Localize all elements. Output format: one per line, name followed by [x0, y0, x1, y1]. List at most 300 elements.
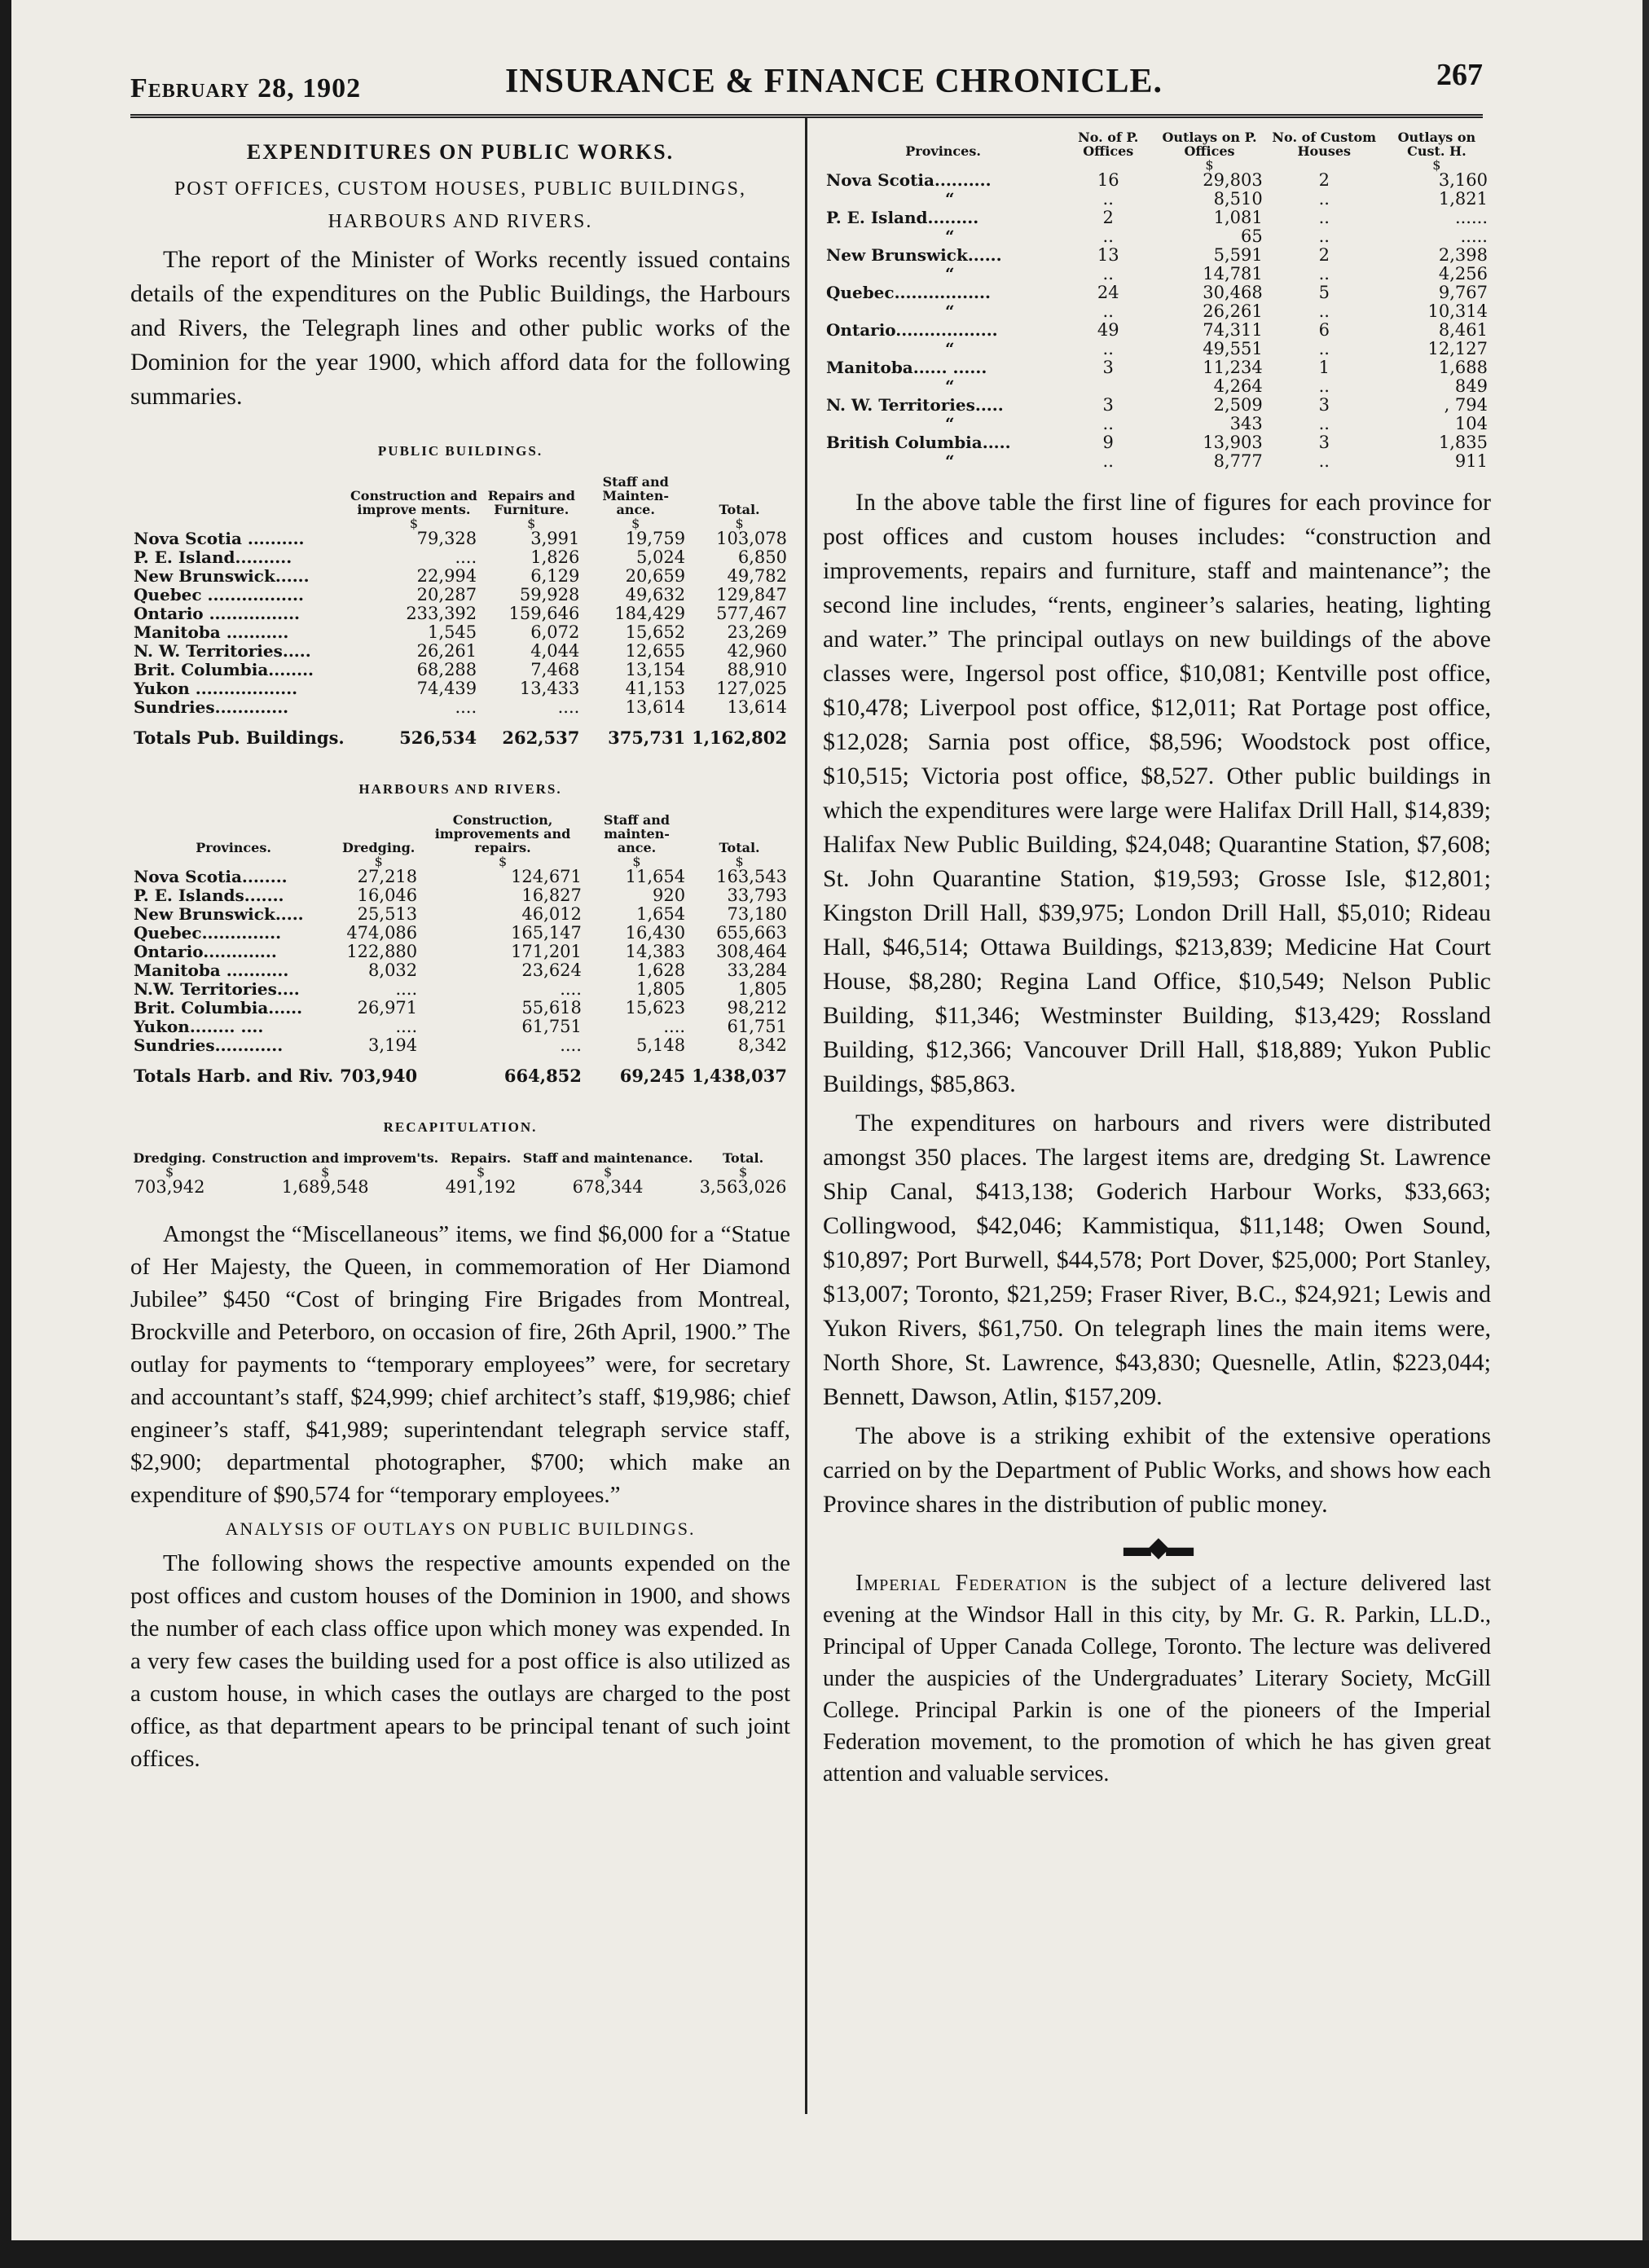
- currency-sign: $: [1205, 157, 1214, 173]
- intro-paragraph: The report of the Minister of Works recently issued contains details of the expenditures on the Public Buildings, the Harbours and Rivers, the Telegraph lines and other public works of the Dominion for the year 1900, which afford data for the following summaries.: [130, 246, 790, 410]
- row-label: New Brunswick.....: [134, 904, 304, 924]
- table-cell: ..: [1102, 264, 1114, 284]
- table-cell: 5,148: [635, 1035, 686, 1055]
- table-cell: 2: [1102, 208, 1114, 227]
- table-cell: 3: [1318, 395, 1330, 415]
- right-paragraph-2: The expenditures on harbours and rivers were distributed amongst 350 places. The largest items are, dredging St. Lawrence Ship Canal, $413,138; Goderich Harbour Works, $33,663; Collingwood, $42,046; Kammistiqua, $11,148; Owen Sound, $10,897; Port Burwell, $44,578; Port Dover, $25,000; Port Stanley, $13,007; Toronto, $21,259; Fraser River, B.C., $24,921; Lewis and Yukon Rivers, $61,750. On telegraph lines the main items were, North Shore, St. Lawrence, $43,830; Quesnelle, Atlin, $223,044; Bennett, Dawson, Atlin, $157,209.: [823, 1110, 1491, 1410]
- row-label: P. E. Island.........: [826, 208, 979, 227]
- row-label: British Columbia.....: [826, 433, 1011, 452]
- currency-sign: $: [498, 854, 508, 869]
- table-cell: 9: [1102, 433, 1114, 452]
- row-label: “: [945, 226, 955, 246]
- table-cell: 474,086: [346, 923, 418, 943]
- table-cell: 6,850: [737, 547, 787, 567]
- table-cell: 12,127: [1427, 339, 1488, 358]
- table-cell: ..: [1318, 189, 1330, 209]
- table-cell: ..: [1318, 414, 1330, 433]
- row-label: Nova Scotia ..........: [134, 529, 305, 548]
- table-cell: 13,614: [727, 697, 787, 717]
- article-title: EXPENDITURES ON PUBLIC WORKS.: [246, 140, 675, 164]
- column-header: Total.: [719, 502, 760, 517]
- table-cell: 343: [1229, 414, 1263, 433]
- column-header: Construction, improvements and repairs.: [434, 812, 571, 855]
- table-cell: 68,288: [416, 660, 477, 679]
- row-label: Quebec..............: [134, 923, 282, 943]
- row-label: “: [945, 264, 955, 284]
- total-cell: 1,162,802: [692, 727, 787, 748]
- table-row: [130, 999, 790, 1018]
- table-cell: 1,628: [635, 960, 686, 980]
- row-label: Quebec .................: [134, 585, 304, 604]
- table-row: [130, 1036, 790, 1055]
- table-cell: 61,751: [521, 1017, 582, 1036]
- table-cell: ..: [1318, 264, 1330, 284]
- table-row: [130, 548, 790, 567]
- column-header: Total.: [722, 1150, 764, 1166]
- recapitulation-table: [130, 1151, 790, 1197]
- table-cell: ....: [395, 979, 418, 999]
- total-cell: 69,245: [619, 1066, 686, 1086]
- table-cell: ..: [1102, 226, 1114, 246]
- table-cell: 8,342: [737, 1035, 787, 1055]
- table-header-row: [130, 475, 790, 518]
- row-label: Brit. Columbia......: [134, 998, 303, 1018]
- table-cell: 655,663: [716, 923, 787, 943]
- table-cell: 159,646: [508, 604, 580, 623]
- row-label: Manitoba ...........: [134, 622, 289, 642]
- table-cell: ..: [1318, 376, 1330, 396]
- table-cell: 5,591: [1213, 245, 1263, 265]
- table-cell: 7,468: [530, 660, 580, 679]
- column-header: Construction and improvem'ts.: [212, 1150, 439, 1166]
- table-cell: 911: [1454, 451, 1488, 471]
- table-cell: 23,269: [727, 622, 787, 642]
- table-row: [130, 943, 790, 961]
- table-cell: 14,781: [1203, 264, 1263, 284]
- currency-sign: $: [631, 516, 640, 531]
- table-cell: 124,671: [511, 867, 582, 886]
- section-ornament: ▬◆▬: [1123, 1532, 1191, 1563]
- table-cell: 73,180: [727, 904, 787, 924]
- table-cell: 678,344: [572, 1177, 644, 1197]
- table-cell: 3: [1102, 395, 1114, 415]
- table-cell: 10,314: [1427, 301, 1488, 321]
- row-label: P. E. Islands.......: [134, 886, 284, 905]
- table-cell: 4,044: [530, 641, 580, 661]
- table-cell: 13,614: [625, 697, 686, 717]
- column-header: Outlays on P. Offices: [1162, 130, 1257, 159]
- table-cell: 15,623: [625, 998, 686, 1018]
- table-cell: 3,991: [530, 529, 580, 548]
- table-cell: 26,971: [357, 998, 418, 1018]
- row-label: Ontario ................: [134, 604, 301, 623]
- table-row: [130, 1178, 790, 1197]
- table-cell: 29,803: [1203, 170, 1263, 190]
- column-header: [130, 475, 348, 518]
- currency-row: [823, 160, 1491, 171]
- table-cell: 1,081: [1213, 208, 1263, 227]
- table-total-row: [130, 1055, 790, 1085]
- row-label: “: [945, 376, 955, 396]
- table-cell: 25,513: [357, 904, 418, 924]
- column-header: Staff and Mainten- ance.: [602, 474, 670, 517]
- table-row: [823, 415, 1491, 433]
- currency-row: [130, 856, 790, 868]
- table-cell: 1,805: [737, 979, 787, 999]
- table-cell: [1063, 377, 1153, 396]
- table-cell: 3,160: [1438, 170, 1488, 190]
- row-label: Brit. Columbia........: [134, 660, 314, 679]
- table-row: [130, 886, 790, 905]
- row-label: N. W. Territories.....: [826, 395, 1004, 415]
- table-cell: 46,012: [521, 904, 582, 924]
- row-label: “: [945, 301, 955, 321]
- column-header: Provinces.: [905, 143, 981, 159]
- currency-sign: $: [603, 1164, 613, 1180]
- table-cell: 129,847: [716, 585, 787, 604]
- table-cell: ....: [663, 1017, 686, 1036]
- table-cell: 1,826: [530, 547, 580, 567]
- currency-sign: $: [321, 1164, 330, 1180]
- table-row: [130, 980, 790, 999]
- table-total-row: [130, 717, 790, 747]
- table-row: [823, 452, 1491, 471]
- table-cell: 16,430: [625, 923, 686, 943]
- table-cell: 5: [1318, 283, 1330, 302]
- table-cell: 13: [1097, 245, 1119, 265]
- table-row: [130, 530, 790, 548]
- table-cell: 1,835: [1438, 433, 1488, 452]
- total-cell: 1,438,037: [692, 1066, 787, 1086]
- table-cell: 8,461: [1438, 320, 1488, 340]
- table-cell: ..: [1318, 451, 1330, 471]
- analysis-paragraph: The following shows the respective amounts expended on the post offices and custom houses of the Dominion in 1900, and shows the number of each class office upon which money was expended. In a very few cases the building used for a post office is also utilized as a custom house, in which cases the outlays are charged to the post office, as that department apears to be principal tenant of such joint offices.: [130, 1550, 790, 1772]
- table-cell: ....: [395, 1017, 418, 1036]
- table-cell: ..: [1318, 301, 1330, 321]
- table-cell: 74,439: [416, 679, 477, 698]
- table-cell: 4,256: [1438, 264, 1488, 284]
- table-cell: 13,433: [519, 679, 580, 698]
- page-number: 267: [1436, 58, 1483, 92]
- table-row: [823, 433, 1491, 452]
- table-row: [823, 171, 1491, 190]
- column-header: Staff and maintenance.: [522, 1150, 693, 1166]
- row-label: N.W. Territories....: [134, 979, 300, 999]
- currency-sign: $: [735, 854, 744, 869]
- table-cell: 171,201: [511, 942, 582, 961]
- table-row: [823, 265, 1491, 284]
- table-cell: 9,767: [1438, 283, 1488, 302]
- total-cell: 262,537: [502, 727, 580, 748]
- table-row: [823, 246, 1491, 265]
- table-cell: 79,328: [416, 529, 477, 548]
- table-cell: ..: [1102, 189, 1114, 209]
- table-cell: ..: [1102, 301, 1114, 321]
- table-row: [823, 227, 1491, 246]
- column-header: No. of P. Offices: [1078, 130, 1139, 159]
- table-cell: 1,805: [635, 979, 686, 999]
- table-cell: ....: [560, 979, 582, 999]
- table-row: [823, 358, 1491, 377]
- table-row: [130, 1018, 790, 1036]
- total-cell: 375,731: [608, 727, 686, 748]
- scan-edge-left: [0, 0, 11, 2268]
- currency-row: [130, 1167, 790, 1178]
- table-cell: 26,261: [1203, 301, 1263, 321]
- miscellaneous-paragraph: Amongst the “Miscellaneous” items, we find $6,000 for a “Statue of Her Majesty, the Queen, in commemoration of Her Diamond Jubilee” $450 “Cost of bringing Fire Brigades from Montreal, Brockville and Peterboro, on occasion of fire, 26th April, 1900.” The outlay for payments to “temporary employees” were, for secretary and accountant’s staff, $24,999; chief architect’s staff, $19,986; chief engineer’s staff, $41,989; superintendant telegraph service staff, $2,900; departmental photographer, $700; which make an expenditure of $90,574 for “temporary employees.”: [130, 1221, 790, 1508]
- issue-date: February 28, 1902: [130, 73, 362, 103]
- table-cell: 74,311: [1203, 320, 1263, 340]
- table-cell: 13,154: [625, 660, 686, 679]
- row-label: Yukon........ ....: [134, 1017, 264, 1036]
- table-cell: 26,261: [416, 641, 477, 661]
- currency-sign: $: [632, 854, 641, 869]
- table-row: [130, 586, 790, 604]
- table-row: [823, 190, 1491, 209]
- table-cell: 6,072: [530, 622, 580, 642]
- table-cell: 24: [1097, 283, 1119, 302]
- currency-sign: $: [374, 854, 383, 869]
- table-cell: 49: [1097, 320, 1119, 340]
- table-cell: 98,212: [727, 998, 787, 1018]
- table-cell: 22,994: [416, 566, 477, 586]
- table-cell: 2: [1318, 245, 1330, 265]
- column-header: Provinces.: [196, 840, 271, 855]
- column-header: Dredging.: [133, 1150, 206, 1166]
- right-column: [823, 130, 1491, 1790]
- table-cell: 16,827: [521, 886, 582, 905]
- table-cell: 1,688: [1438, 358, 1488, 377]
- column-header: Staff and mainten- ance.: [603, 812, 671, 855]
- table-cell: 577,467: [716, 604, 787, 623]
- table-cell: 3,563,026: [699, 1177, 787, 1197]
- table-cell: 16,046: [357, 886, 418, 905]
- table-row: [130, 698, 790, 717]
- column-header: Outlays on Cust. H.: [1397, 130, 1476, 159]
- column-divider: [805, 118, 807, 2114]
- currency-row: [130, 518, 790, 530]
- table-cell: 2,509: [1213, 395, 1263, 415]
- column-header: Repairs and Furniture.: [487, 488, 575, 517]
- row-label: Yukon ..................: [134, 679, 298, 698]
- table-row: [823, 321, 1491, 340]
- row-label: New Brunswick......: [134, 566, 310, 586]
- table-cell: 41,153: [625, 679, 686, 698]
- table-cell: 27,218: [357, 867, 418, 886]
- table-row: [130, 905, 790, 924]
- row-label: Ontario.............: [134, 942, 277, 961]
- table-cell: 184,429: [614, 604, 686, 623]
- row-label: Manitoba...... ......: [826, 358, 987, 377]
- right-paragraph-3: The above is a striking exhibit of the extensive operations carried on by the Department of Public Works, and shows how each Province shares in the distribution of public money.: [823, 1422, 1491, 1518]
- table-header-row: [823, 130, 1491, 160]
- table-row: [130, 623, 790, 642]
- table-cell: 16: [1097, 170, 1119, 190]
- table-cell: 491,192: [445, 1177, 517, 1197]
- total-label: Totals Harb. and Riv.: [134, 1066, 334, 1086]
- table-cell: 163,543: [716, 867, 787, 886]
- currency-sign: $: [477, 1164, 486, 1180]
- table-cell: 49,782: [727, 566, 787, 586]
- table-cell: 11,654: [625, 867, 686, 886]
- table-cell: 127,025: [716, 679, 787, 698]
- table-cell: 59,928: [519, 585, 580, 604]
- table-cell: 233,392: [406, 604, 477, 623]
- table-header-row: [130, 813, 790, 856]
- table-row: [130, 567, 790, 586]
- analysis-heading: ANALYSIS OF OUTLAYS ON PUBLIC BUILDINGS.: [225, 1519, 696, 1539]
- table-cell: 104: [1454, 414, 1488, 433]
- table-cell: 1,654: [635, 904, 686, 924]
- table-cell: .....: [1460, 226, 1488, 246]
- table-cell: 6,129: [530, 566, 580, 586]
- table-cell: 23,624: [521, 960, 582, 980]
- currency-sign: $: [165, 1164, 174, 1180]
- table-cell: 42,960: [727, 641, 787, 661]
- table-cell: 19,759: [625, 529, 686, 548]
- table-cell: 3,194: [368, 1035, 418, 1055]
- table-cell: ..: [1318, 208, 1330, 227]
- row-label: P. E. Island..........: [134, 547, 292, 567]
- total-cell: 526,534: [399, 727, 477, 748]
- table-cell: ....: [560, 1035, 582, 1055]
- table-row: [130, 868, 790, 886]
- column-header: No. of Custom Houses: [1272, 130, 1377, 159]
- harbours-rivers-table: [130, 813, 790, 1085]
- table-cell: 122,880: [346, 942, 418, 961]
- table-row: [823, 340, 1491, 358]
- table-cell: 1,689,548: [281, 1177, 369, 1197]
- column-header: Dredging.: [342, 840, 416, 855]
- table-cell: 8,510: [1213, 189, 1263, 209]
- row-label: “: [945, 339, 955, 358]
- table-row: [130, 604, 790, 623]
- table-row: [823, 377, 1491, 396]
- table-cell: 1: [1318, 358, 1330, 377]
- column-header: Total.: [719, 840, 760, 855]
- table-row: [130, 642, 790, 661]
- table-cell: 11,234: [1203, 358, 1263, 377]
- table-cell: ..: [1102, 339, 1114, 358]
- table-cell: 103,078: [716, 529, 787, 548]
- table-cell: 30,468: [1203, 283, 1263, 302]
- public-buildings-caption: PUBLIC BUILDINGS.: [377, 443, 543, 459]
- table-cell: ..: [1102, 451, 1114, 471]
- table-cell: 1,821: [1438, 189, 1488, 209]
- table-cell: 8,032: [368, 960, 418, 980]
- table-cell: ....: [557, 697, 580, 717]
- table-cell: 5,024: [635, 547, 686, 567]
- table-cell: 49,632: [625, 585, 686, 604]
- total-cell: 664,852: [503, 1066, 582, 1086]
- federation-text: is the subject of a lecture delivered last evening at the Windsor Hall in this city, by Mr. G. R. Parkin, LL.D., Principal of Upper Canada College, Toronto. The lecture was delivered under the auspicies of the Undergraduates’ Literary Society, McGill College. Principal Parkin is one of the pioneers of the Imperial Federation movement, to the promotion of which he has given great attention and valuable services.: [823, 1571, 1491, 1787]
- row-label: “: [945, 451, 955, 471]
- table-row: [823, 209, 1491, 227]
- federation-paragraph: [823, 1567, 1491, 1790]
- row-label: Ontario..................: [826, 320, 998, 340]
- table-cell: 20,287: [416, 585, 477, 604]
- row-label: “: [945, 189, 955, 209]
- currency-sign: $: [738, 1164, 748, 1180]
- table-cell: 2,398: [1438, 245, 1488, 265]
- row-label: New Brunswick......: [826, 245, 1002, 265]
- column-header: Repairs.: [451, 1150, 512, 1166]
- table-cell: 15,652: [625, 622, 686, 642]
- table-cell: 12,655: [625, 641, 686, 661]
- article-subtitle: POST OFFICES, CUSTOM HOUSES, PUBLIC BUILDINGS, HARBOURS AND RIVERS.: [174, 178, 746, 232]
- row-label: N. W. Territories.....: [134, 641, 311, 661]
- page-header: [130, 57, 1483, 122]
- row-label: “: [945, 414, 955, 433]
- table-row: [130, 661, 790, 679]
- table-row: [823, 396, 1491, 415]
- table-cell: ..: [1318, 339, 1330, 358]
- table-cell: 33,793: [727, 886, 787, 905]
- table-cell: 4,264: [1213, 376, 1263, 396]
- scan-edge-bottom: [0, 2240, 1649, 2268]
- row-label: Nova Scotia........: [134, 867, 288, 886]
- table-cell: 61,751: [727, 1017, 787, 1036]
- recapitulation-caption: RECAPITULATION.: [383, 1119, 538, 1135]
- currency-sign: $: [735, 516, 744, 531]
- table-cell: 165,147: [511, 923, 582, 943]
- table-cell: 6: [1318, 320, 1330, 340]
- table-cell: 849: [1454, 376, 1488, 396]
- column-header: Construction and improve ments.: [350, 488, 477, 517]
- total-label: Totals Pub. Buildings.: [134, 727, 345, 748]
- federation-lead: Imperial Federation: [855, 1571, 1068, 1596]
- table-row: [130, 924, 790, 943]
- row-label: Nova Scotia..........: [826, 170, 992, 190]
- row-label: Sundries.............: [134, 697, 289, 717]
- table-cell: 3: [1102, 358, 1114, 377]
- row-label: Manitoba ...........: [134, 960, 289, 980]
- table-cell: 920: [652, 886, 686, 905]
- table-cell: 88,910: [727, 660, 787, 679]
- total-cell: 703,940: [340, 1066, 418, 1086]
- row-label: Quebec.................: [826, 283, 991, 302]
- table-row: [130, 679, 790, 698]
- table-cell: 65: [1241, 226, 1263, 246]
- right-paragraph-1: In the above table the first line of figures for each province for post offices and custom houses includes: “construction and improvements, repairs and furniture, staff and maintenance”; the second line includes, “rents, engineer’s salaries, heating, lighting and water.” The principal outlays on new buildings of the above classes were, Ingersol post office, $10,081; Kentville post office, $10,478; Liverpool post office, $12,011; Rat Portage post office, $12,028; Sarnia post office, $8,596; Woodstock post office, $10,515; Victoria post office, $8,527. Other public buildings in which the expenditures were large were Halifax Drill Hall, $14,839; Halifax New Public Building, $24,048; Quarantine Station, $7,608; St. John Quarantine Station, $19,593; Grosse Isle, $12,801; Kingston Drill Hall, $39,975; London Drill Hall, $5,010; Rideau Hall, $46,514; Ottawa Buildings, $213,839; Medicine Hat Court House, $8,280; Regina Land Office, $10,549; Nelson Public Building, $11,346; Westminster Building, $13,429; Rossland Building, $12,366; Vancouver Drill Hall, $18,889; Yukon Public Buildings, $85,863.: [823, 489, 1491, 1097]
- table-cell: 8,777: [1213, 451, 1263, 471]
- scan-edge-right: [1642, 0, 1649, 2268]
- row-label: Sundries............: [134, 1035, 284, 1055]
- left-column: [130, 134, 790, 1775]
- table-cell: , 794: [1444, 395, 1488, 415]
- table-row: [130, 961, 790, 980]
- table-cell: 33,284: [727, 960, 787, 980]
- table-cell: 55,618: [521, 998, 582, 1018]
- table-cell: 703,942: [134, 1177, 205, 1197]
- table-cell: 3: [1318, 433, 1330, 452]
- post-offices-table: [823, 130, 1491, 471]
- currency-sign: $: [527, 516, 536, 531]
- table-cell: ..: [1102, 414, 1114, 433]
- table-cell: 20,659: [625, 566, 686, 586]
- table-cell: 49,551: [1203, 339, 1263, 358]
- table-cell: ....: [455, 547, 477, 567]
- table-cell: ......: [1454, 208, 1488, 227]
- table-cell: ....: [455, 697, 477, 717]
- table-row: [823, 302, 1491, 321]
- table-cell: 308,464: [716, 942, 787, 961]
- table-cell: 14,383: [625, 942, 686, 961]
- table-header-row: [130, 1151, 790, 1167]
- table-cell: 2: [1318, 170, 1330, 190]
- currency-sign: $: [409, 516, 419, 531]
- table-cell: ..: [1318, 226, 1330, 246]
